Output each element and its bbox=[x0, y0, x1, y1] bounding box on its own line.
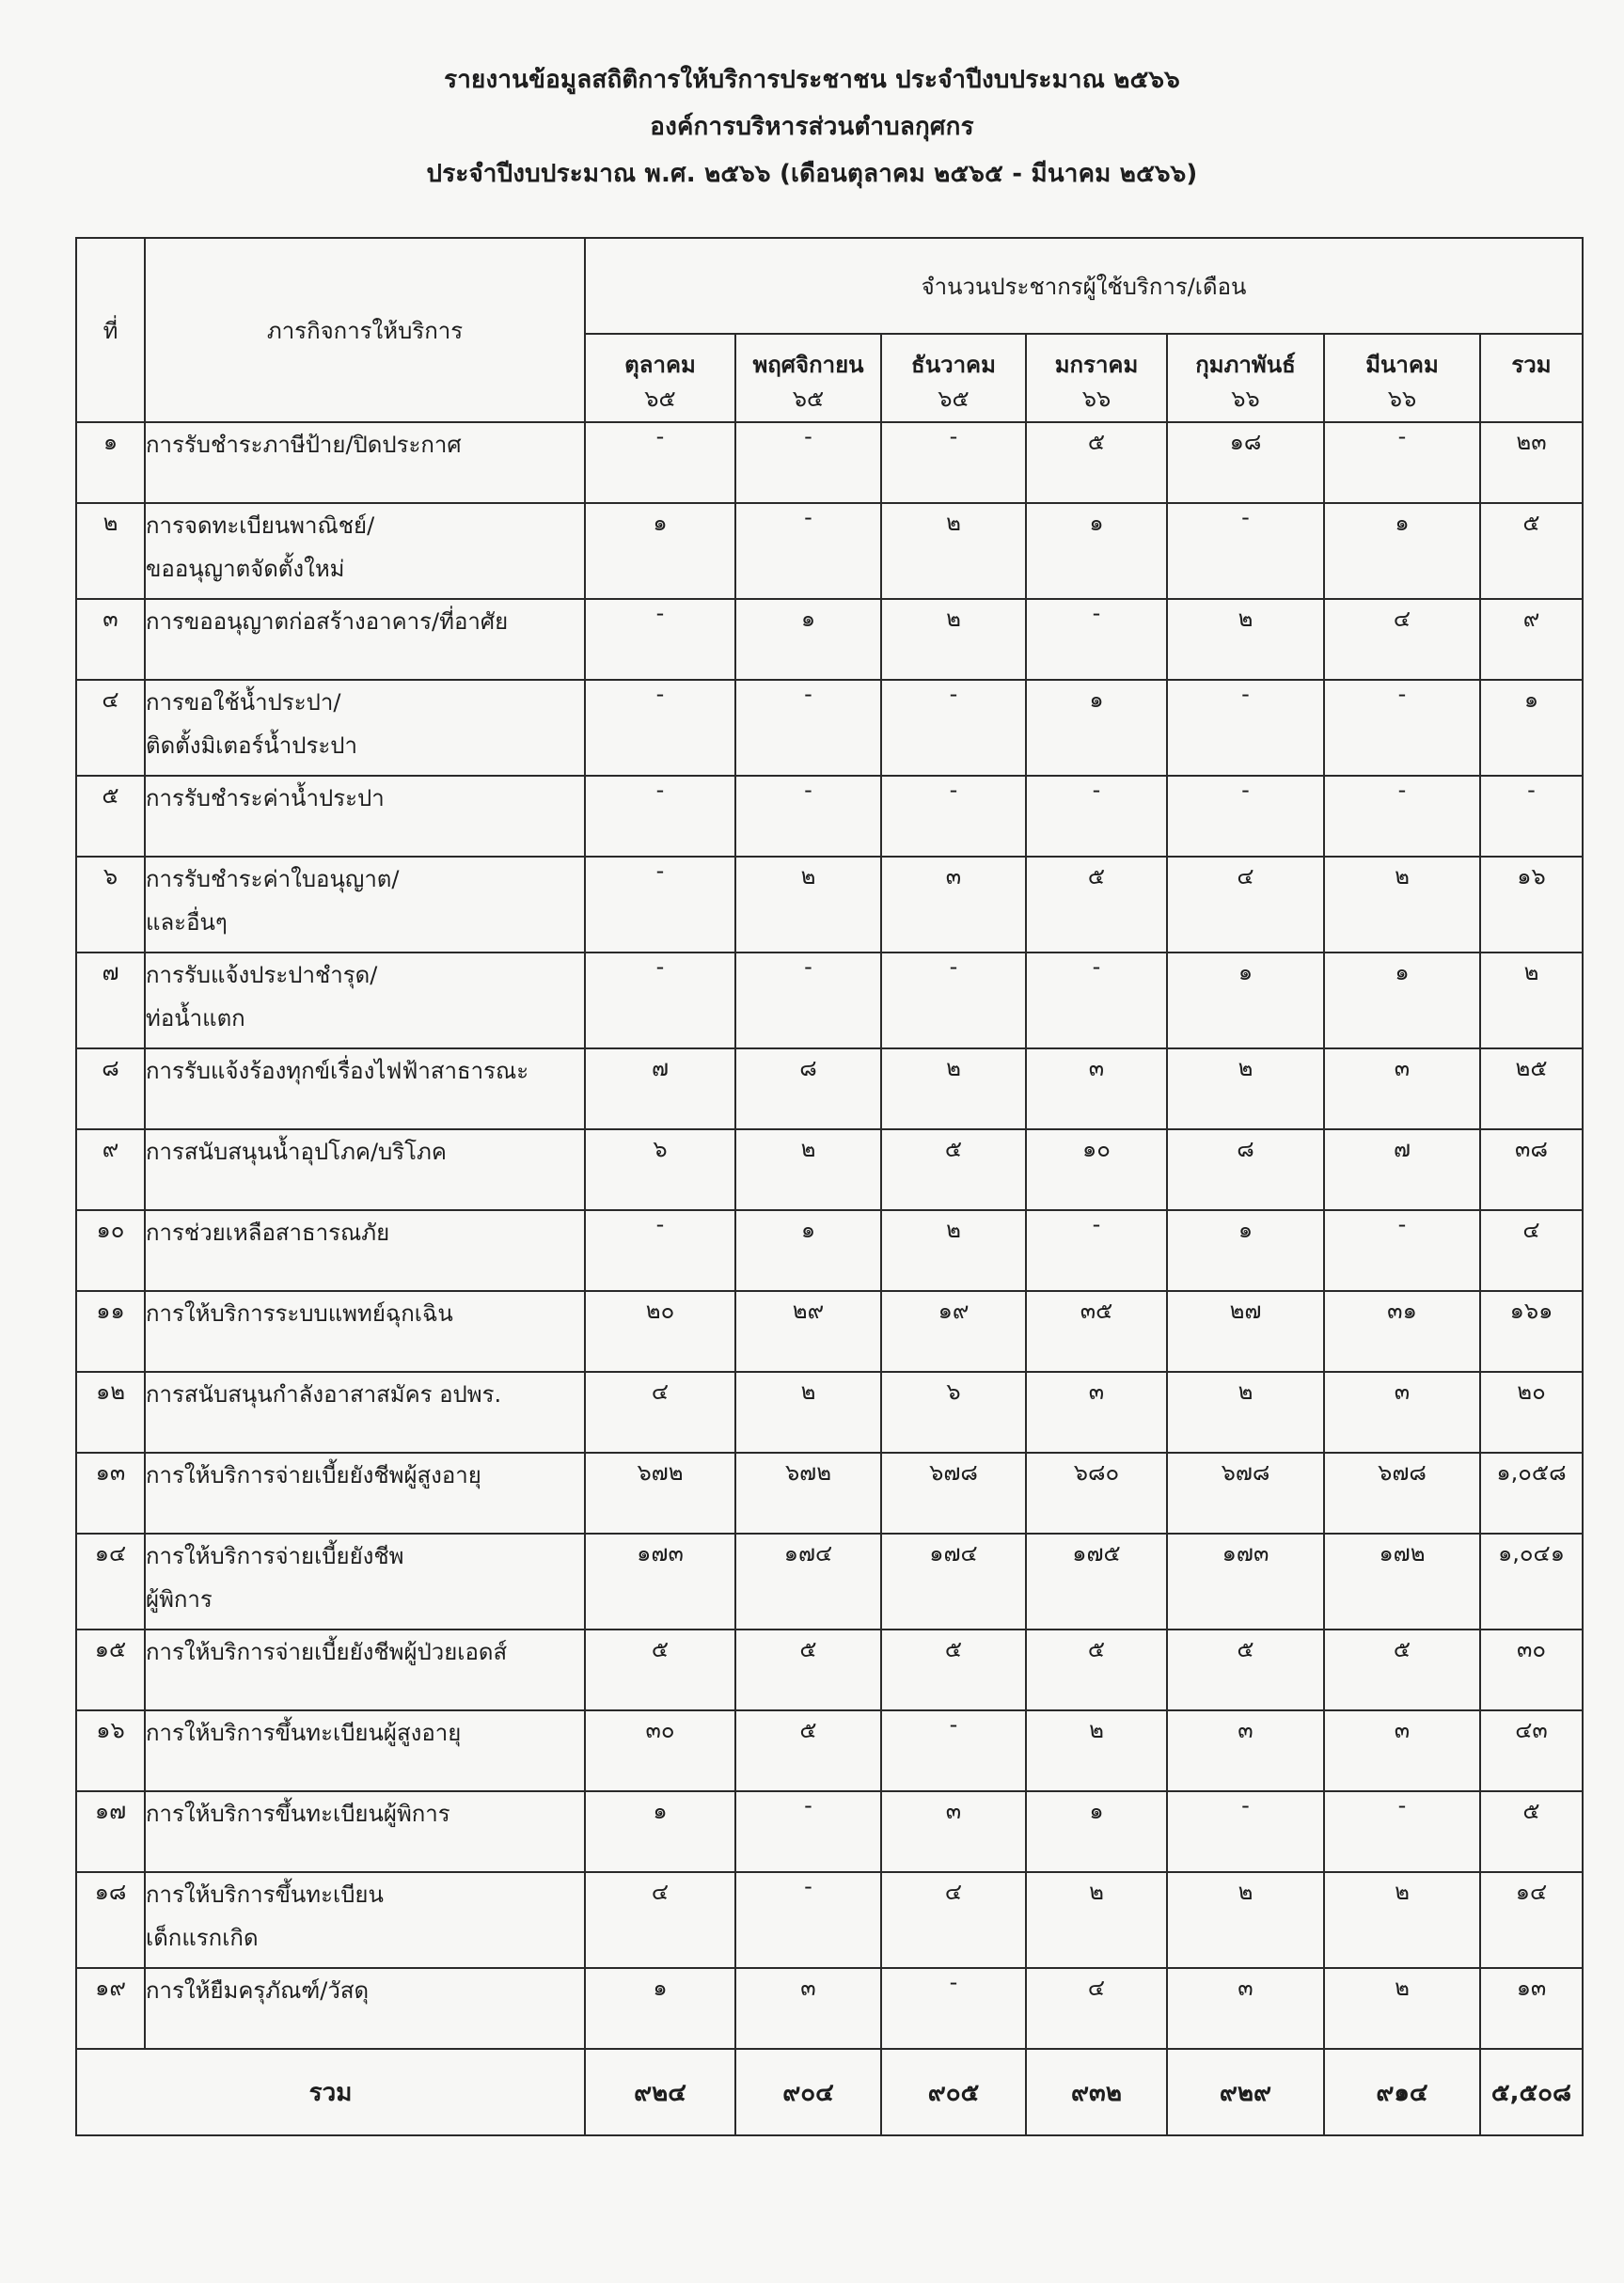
task-text: การให้ยืมครุภัณฑ์/วัสดุ bbox=[146, 1977, 370, 2004]
month-value: - bbox=[1026, 776, 1167, 857]
month-value: ๒ bbox=[881, 599, 1026, 680]
task-text: การให้บริการจ่ายเบี้ยยังชีพ bbox=[146, 1543, 404, 1569]
month-value: ๒ bbox=[735, 1372, 881, 1453]
table-row bbox=[76, 1129, 1583, 1210]
month-value: ๓ bbox=[1026, 1372, 1167, 1453]
month-value: ๖ bbox=[881, 1372, 1026, 1453]
month-value: ๓๕ bbox=[1026, 1291, 1167, 1372]
month-value: ๒ bbox=[735, 857, 881, 953]
month-value: - bbox=[735, 1791, 881, 1872]
table-row bbox=[76, 1791, 1583, 1872]
row-number: ๑๕ bbox=[76, 1630, 145, 1710]
month-value: ๓๑ bbox=[1324, 1291, 1480, 1372]
task-cell bbox=[145, 680, 585, 776]
footer-month-total: ๙๓๒ bbox=[1026, 2049, 1167, 2135]
month-value: - bbox=[1026, 953, 1167, 1048]
month-value: ๖๗๒ bbox=[585, 1453, 735, 1534]
table-row bbox=[76, 1710, 1583, 1791]
month-value: ๓ bbox=[1026, 1048, 1167, 1129]
month-value: ๑๘ bbox=[1167, 422, 1324, 503]
month-value: ๑๗๔ bbox=[881, 1534, 1026, 1630]
month-value: ๓ bbox=[1324, 1710, 1480, 1791]
month-value: - bbox=[1167, 1791, 1324, 1872]
month-value: - bbox=[881, 680, 1026, 776]
month-value: - bbox=[585, 857, 735, 953]
statistics-table bbox=[75, 237, 1584, 2136]
month-value: ๑ bbox=[1324, 503, 1480, 599]
month-value: ๔ bbox=[585, 1872, 735, 1968]
month-value: ๒ bbox=[1167, 599, 1324, 680]
month-value: - bbox=[1167, 503, 1324, 599]
month-value: - bbox=[735, 1872, 881, 1968]
month-value: - bbox=[585, 422, 735, 503]
month-value: ๑ bbox=[735, 1210, 881, 1291]
row-total: ๓๘ bbox=[1480, 1129, 1583, 1210]
month-value: ๑๗๕ bbox=[1026, 1534, 1167, 1630]
table-row bbox=[76, 1453, 1583, 1534]
month-value: ๒๗ bbox=[1167, 1291, 1324, 1372]
month-value: ๓ bbox=[1167, 1710, 1324, 1791]
table-footer bbox=[76, 2049, 1583, 2135]
table-row bbox=[76, 1534, 1583, 1630]
month-value: - bbox=[1324, 1791, 1480, 1872]
month-value: ๑ bbox=[1167, 1210, 1324, 1291]
month-value: ๘ bbox=[735, 1048, 881, 1129]
task-text: ท่อน้ำแตก bbox=[146, 1005, 245, 1031]
task-text: การจดทะเบียนพาณิชย์/ bbox=[146, 512, 375, 539]
task-text: ขออนุญาตจัดตั้งใหม่ bbox=[146, 556, 345, 582]
month-value: ๑๗๒ bbox=[1324, 1534, 1480, 1630]
task-cell bbox=[145, 503, 585, 599]
month-value: - bbox=[735, 776, 881, 857]
month-value: ๑ bbox=[1026, 503, 1167, 599]
month-value: - bbox=[1324, 680, 1480, 776]
row-total: ๑๖๑ bbox=[1480, 1291, 1583, 1372]
month-value: ๒ bbox=[1167, 1372, 1324, 1453]
table-row bbox=[76, 1372, 1583, 1453]
task-text: การรับแจ้งประปาชำรุด/ bbox=[146, 962, 378, 988]
month-value: - bbox=[735, 680, 881, 776]
task-text: การขออนุญาตก่อสร้างอาคาร/ที่อาศัย bbox=[146, 608, 509, 635]
month-header: มีนาคม ๖๖ bbox=[1324, 334, 1480, 422]
organization-name: องค์การบริหารส่วนตำบลกุศกร bbox=[650, 113, 974, 141]
month-value: ๕ bbox=[735, 1630, 881, 1710]
table-row bbox=[76, 422, 1583, 503]
month-value: - bbox=[585, 1210, 735, 1291]
task-text: การรับชำระค่าน้ำประปา bbox=[146, 785, 385, 811]
month-value: ๒ bbox=[1026, 1710, 1167, 1791]
month-value: ๖๘๐ bbox=[1026, 1453, 1167, 1534]
task-text: และอื่นๆ bbox=[146, 909, 228, 936]
table-row bbox=[76, 776, 1583, 857]
row-total: ๕ bbox=[1480, 1791, 1583, 1872]
row-total: ๑,๐๔๑ bbox=[1480, 1534, 1583, 1630]
month-value: ๒ bbox=[1324, 1872, 1480, 1968]
task-cell bbox=[145, 1710, 585, 1791]
row-total: ๒๓ bbox=[1480, 422, 1583, 503]
table-row bbox=[76, 1872, 1583, 1968]
month-value: - bbox=[585, 776, 735, 857]
month-header: กุมภาพันธ์ ๖๖ bbox=[1167, 334, 1324, 422]
footer-month-total: ๙๒๙ bbox=[1167, 2049, 1324, 2135]
month-value: ๔ bbox=[1167, 857, 1324, 953]
month-value: ๕ bbox=[585, 1630, 735, 1710]
month-value: ๒ bbox=[1167, 1048, 1324, 1129]
month-value: - bbox=[881, 953, 1026, 1048]
task-text: การขอใช้น้ำประปา/ bbox=[146, 689, 341, 716]
row-number: ๑๑ bbox=[76, 1291, 145, 1372]
task-text: การให้บริการจ่ายเบี้ยยังชีพผู้สูงอายุ bbox=[146, 1462, 481, 1488]
month-value: ๑๗๓ bbox=[1167, 1534, 1324, 1630]
month-value: ๕ bbox=[1026, 857, 1167, 953]
row-total: ๑๓ bbox=[1480, 1968, 1583, 2049]
month-value: ๖๗๘ bbox=[881, 1453, 1026, 1534]
month-value: ๖๗๒ bbox=[735, 1453, 881, 1534]
month-header: ธันวาคม ๖๕ bbox=[881, 334, 1026, 422]
row-number: ๖ bbox=[76, 857, 145, 953]
sum-header: รวม bbox=[1480, 334, 1583, 422]
task-text: การรับแจ้งร้องทุกข์เรื่องไฟฟ้าสาธารณะ bbox=[146, 1058, 529, 1084]
month-header: ตุลาคม ๖๕ bbox=[585, 334, 735, 422]
month-value: - bbox=[1026, 1210, 1167, 1291]
row-number: ๑๗ bbox=[76, 1791, 145, 1872]
row-number: ๑๐ bbox=[76, 1210, 145, 1291]
col-header-task: ภารกิจการให้บริการ bbox=[145, 238, 585, 422]
task-text: การช่วยเหลือสาธารณภัย bbox=[146, 1220, 390, 1246]
report-period: ประจำปีงบประมาณ พ.ศ. ๒๕๖๖ (เดือนตุลาคม ๒๕๖๕ - มีนาคม ๒๕๖๖) bbox=[426, 160, 1198, 188]
month-value: ๒ bbox=[881, 1210, 1026, 1291]
month-value: ๕ bbox=[735, 1710, 881, 1791]
row-number: ๓ bbox=[76, 599, 145, 680]
month-value: ๒ bbox=[735, 1129, 881, 1210]
month-value: - bbox=[735, 503, 881, 599]
row-total: - bbox=[1480, 776, 1583, 857]
table-body bbox=[76, 422, 1583, 2049]
month-value: - bbox=[1026, 599, 1167, 680]
task-text: การสนับสนุนกำลังอาสาสมัคร อปพร. bbox=[146, 1381, 502, 1408]
task-cell bbox=[145, 953, 585, 1048]
month-value: - bbox=[735, 953, 881, 1048]
month-value: - bbox=[735, 422, 881, 503]
task-cell bbox=[145, 1630, 585, 1710]
table-row bbox=[76, 857, 1583, 953]
month-value: ๓ bbox=[881, 857, 1026, 953]
row-total: ๓๐ bbox=[1480, 1630, 1583, 1710]
task-cell bbox=[145, 1968, 585, 2049]
month-value: ๕ bbox=[1167, 1630, 1324, 1710]
row-total: ๔๓ bbox=[1480, 1710, 1583, 1791]
month-value: ๑๗๔ bbox=[735, 1534, 881, 1630]
report-title: รายงานข้อมูลสถิติการให้บริการประชาชน ประจำปีงบประมาณ ๒๕๖๖ bbox=[444, 66, 1180, 94]
month-value: ๒ bbox=[1324, 857, 1480, 953]
month-value: ๘ bbox=[1167, 1129, 1324, 1210]
month-value: - bbox=[1167, 776, 1324, 857]
row-total: ๕ bbox=[1480, 503, 1583, 599]
footer-month-total: ๙๐๕ bbox=[881, 2049, 1026, 2135]
row-number: ๑๒ bbox=[76, 1372, 145, 1453]
row-total: ๒๐ bbox=[1480, 1372, 1583, 1453]
month-value: ๕ bbox=[881, 1630, 1026, 1710]
table-row bbox=[76, 1210, 1583, 1291]
month-value: ๔ bbox=[1324, 599, 1480, 680]
month-value: ๕ bbox=[1026, 1630, 1167, 1710]
task-cell bbox=[145, 1791, 585, 1872]
month-value: ๓ bbox=[1324, 1048, 1480, 1129]
row-total: ๒ bbox=[1480, 953, 1583, 1048]
month-value: - bbox=[881, 776, 1026, 857]
month-value: ๒ bbox=[1324, 1968, 1480, 2049]
month-value: ๒ bbox=[881, 503, 1026, 599]
row-number: ๕ bbox=[76, 776, 145, 857]
table-header bbox=[76, 238, 1583, 422]
task-cell bbox=[145, 857, 585, 953]
row-number: ๑๖ bbox=[76, 1710, 145, 1791]
row-number: ๒ bbox=[76, 503, 145, 599]
row-number: ๑ bbox=[76, 422, 145, 503]
month-value: ๑ bbox=[1167, 953, 1324, 1048]
month-header: มกราคม ๖๖ bbox=[1026, 334, 1167, 422]
table-row bbox=[76, 503, 1583, 599]
task-cell bbox=[145, 776, 585, 857]
month-value: ๒ bbox=[1167, 1872, 1324, 1968]
month-value: - bbox=[1324, 422, 1480, 503]
row-total: ๑ bbox=[1480, 680, 1583, 776]
month-value: ๗ bbox=[585, 1048, 735, 1129]
task-cell bbox=[145, 599, 585, 680]
month-value: ๑ bbox=[735, 599, 881, 680]
month-value: ๓ bbox=[881, 1791, 1026, 1872]
month-value: ๑ bbox=[585, 1791, 735, 1872]
month-value: ๑ bbox=[585, 1968, 735, 2049]
row-number: ๑๓ bbox=[76, 1453, 145, 1534]
task-cell bbox=[145, 1129, 585, 1210]
month-value: ๑๗๓ bbox=[585, 1534, 735, 1630]
task-cell bbox=[145, 1872, 585, 1968]
month-value: ๗ bbox=[1324, 1129, 1480, 1210]
row-number: ๗ bbox=[76, 953, 145, 1048]
task-text: การให้บริการจ่ายเบี้ยยังชีพผู้ป่วยเอดส์ bbox=[146, 1639, 508, 1665]
month-value: - bbox=[881, 422, 1026, 503]
month-value: ๑ bbox=[1026, 1791, 1167, 1872]
task-cell bbox=[145, 1534, 585, 1630]
month-value: - bbox=[1324, 776, 1480, 857]
month-value: ๒๙ bbox=[735, 1291, 881, 1372]
row-number: ๑๙ bbox=[76, 1968, 145, 2049]
task-cell bbox=[145, 1453, 585, 1534]
table-row bbox=[76, 599, 1583, 680]
task-text: การให้บริการขึ้นทะเบียนผู้พิการ bbox=[146, 1801, 450, 1827]
col-header-no: ที่ bbox=[76, 238, 145, 422]
task-text: ติดตั้งมิเตอร์น้ำประปา bbox=[146, 732, 357, 759]
table-row bbox=[76, 1968, 1583, 2049]
month-value: - bbox=[1167, 680, 1324, 776]
month-value: - bbox=[585, 599, 735, 680]
task-cell bbox=[145, 422, 585, 503]
task-text: ผู้พิการ bbox=[146, 1586, 213, 1613]
month-value: ๕ bbox=[1026, 422, 1167, 503]
task-text: การให้บริการระบบแพทย์ฉุกเฉิน bbox=[146, 1300, 453, 1327]
row-total: ๑๔ bbox=[1480, 1872, 1583, 1968]
task-cell bbox=[145, 1291, 585, 1372]
month-value: ๕ bbox=[881, 1129, 1026, 1210]
row-number: ๑๘ bbox=[76, 1872, 145, 1968]
footer-month-total: ๙๐๔ bbox=[735, 2049, 881, 2135]
table-row bbox=[76, 1291, 1583, 1372]
row-total: ๑,๐๕๘ bbox=[1480, 1453, 1583, 1534]
month-value: ๔ bbox=[1026, 1968, 1167, 2049]
task-text: การสนับสนุนน้ำอุปโภค/บริโภค bbox=[146, 1139, 447, 1165]
table-row bbox=[76, 1048, 1583, 1129]
month-value: ๒๐ bbox=[585, 1291, 735, 1372]
month-value: ๖ bbox=[585, 1129, 735, 1210]
footer-month-total: ๙๑๔ bbox=[1324, 2049, 1480, 2135]
row-total: ๑๖ bbox=[1480, 857, 1583, 953]
row-total: ๒๕ bbox=[1480, 1048, 1583, 1129]
footer-grand-total: ๕,๕๐๘ bbox=[1480, 2049, 1583, 2135]
row-total: ๔ bbox=[1480, 1210, 1583, 1291]
table-row bbox=[76, 680, 1583, 776]
month-value: ๓ bbox=[1167, 1968, 1324, 2049]
month-value: - bbox=[585, 680, 735, 776]
month-value: ๑ bbox=[585, 503, 735, 599]
month-value: ๓ bbox=[1324, 1372, 1480, 1453]
task-text: การให้บริการขึ้นทะเบียน bbox=[146, 1882, 384, 1908]
month-value: ๑ bbox=[1324, 953, 1480, 1048]
month-value: ๑ bbox=[1026, 680, 1167, 776]
col-header-group: จำนวนประชากรผู้ใช้บริการ/เดือน bbox=[585, 238, 1583, 334]
task-text: การรับชำระภาษีป้าย/ปิดประกาศ bbox=[146, 432, 462, 458]
task-text: เด็กแรกเกิด bbox=[146, 1925, 259, 1951]
task-text: การรับชำระค่าใบอนุญาต/ bbox=[146, 866, 400, 892]
month-value: ๕ bbox=[1324, 1630, 1480, 1710]
month-value: ๓๐ bbox=[585, 1710, 735, 1791]
table-row bbox=[76, 953, 1583, 1048]
month-value: ๓ bbox=[735, 1968, 881, 2049]
row-number: ๔ bbox=[76, 680, 145, 776]
month-header: พฤศจิกายน ๖๕ bbox=[735, 334, 881, 422]
task-text: การให้บริการขึ้นทะเบียนผู้สูงอายุ bbox=[146, 1720, 462, 1746]
row-total: ๙ bbox=[1480, 599, 1583, 680]
month-value: ๔ bbox=[881, 1872, 1026, 1968]
table-row bbox=[76, 1630, 1583, 1710]
month-value: - bbox=[585, 953, 735, 1048]
report-header bbox=[0, 56, 1624, 197]
month-value: - bbox=[1324, 1210, 1480, 1291]
task-cell bbox=[145, 1210, 585, 1291]
footer-label: รวม bbox=[76, 2049, 585, 2135]
month-value: ๑๙ bbox=[881, 1291, 1026, 1372]
month-value: ๑๐ bbox=[1026, 1129, 1167, 1210]
month-value: - bbox=[881, 1710, 1026, 1791]
task-cell bbox=[145, 1048, 585, 1129]
row-number: ๘ bbox=[76, 1048, 145, 1129]
month-value: ๖๗๘ bbox=[1324, 1453, 1480, 1534]
footer-month-total: ๙๒๔ bbox=[585, 2049, 735, 2135]
month-value: ๔ bbox=[585, 1372, 735, 1453]
month-value: ๒ bbox=[881, 1048, 1026, 1129]
task-cell bbox=[145, 1372, 585, 1453]
month-value: - bbox=[881, 1968, 1026, 2049]
row-number: ๙ bbox=[76, 1129, 145, 1210]
month-value: ๒ bbox=[1026, 1872, 1167, 1968]
month-value: ๖๗๘ bbox=[1167, 1453, 1324, 1534]
row-number: ๑๔ bbox=[76, 1534, 145, 1630]
